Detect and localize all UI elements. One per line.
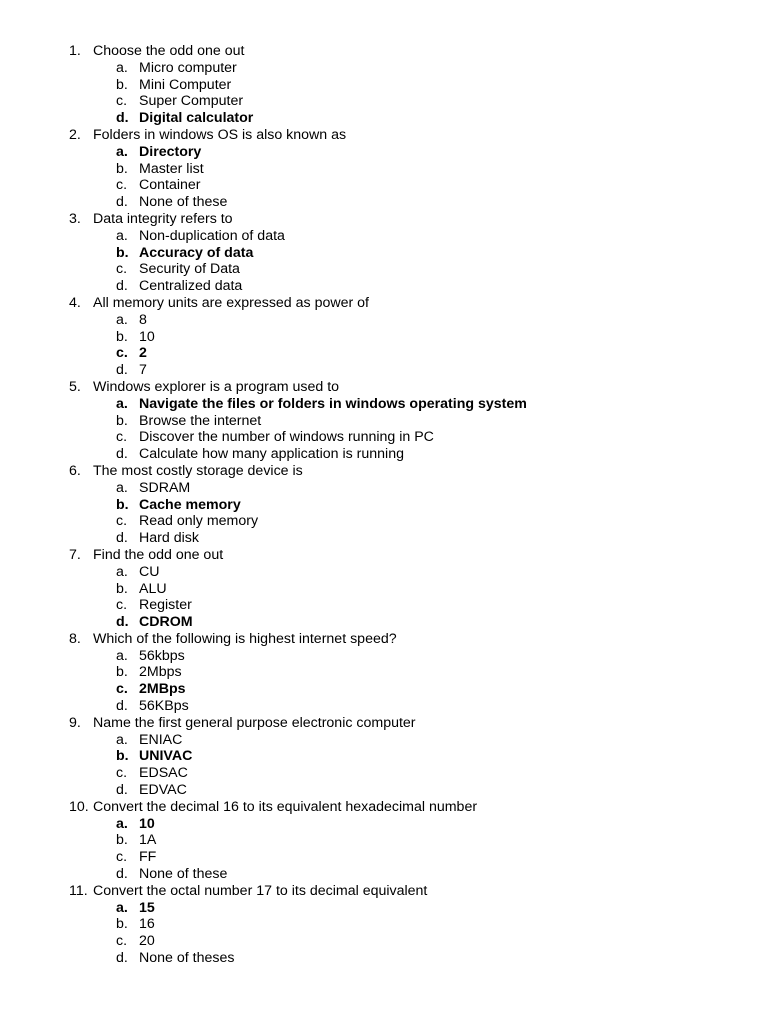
option-letter: b. <box>116 916 128 933</box>
option-letter: c. <box>116 765 128 782</box>
question-block <box>0 631 768 715</box>
answer-option <box>0 597 768 614</box>
answer-option <box>0 362 768 379</box>
option-text: Calculate how many application is running <box>139 446 404 463</box>
question-number: 3. <box>69 210 81 227</box>
answer-option <box>0 429 768 446</box>
question-text: Folders in windows OS is also known as <box>93 126 347 143</box>
correct-answer-option <box>0 681 768 698</box>
option-letter: a. <box>116 731 128 748</box>
answer-option <box>0 782 768 799</box>
option-letter: a. <box>116 395 128 412</box>
option-text: ENIAC <box>139 731 183 748</box>
option-letter: c. <box>116 681 128 698</box>
answer-option <box>0 329 768 346</box>
option-text: EDSAC <box>139 765 188 782</box>
question-line <box>0 799 768 816</box>
option-letter: b. <box>116 244 129 261</box>
answer-option <box>0 698 768 715</box>
answer-option <box>0 446 768 463</box>
correct-answer-option <box>0 144 768 161</box>
quiz-document <box>0 43 768 967</box>
correct-answer-option <box>0 816 768 833</box>
question-line <box>0 211 768 228</box>
correct-answer-option <box>0 110 768 127</box>
question-number: 5. <box>69 378 81 395</box>
question-text: Data integrity refers to <box>93 210 233 227</box>
option-text: Navigate the files or folders in windows operating system <box>139 395 527 412</box>
option-letter: b. <box>116 580 128 597</box>
option-text: Super Computer <box>139 93 244 110</box>
option-letter: d. <box>116 194 128 211</box>
option-letter: b. <box>116 832 128 849</box>
option-text: None of theses <box>139 950 235 967</box>
option-letter: c. <box>116 597 128 614</box>
question-block <box>0 211 768 295</box>
option-text: ALU <box>139 580 167 597</box>
option-text: 2MBps <box>139 681 186 698</box>
question-number: 4. <box>69 294 81 311</box>
question-text: The most costly storage device is <box>93 462 303 479</box>
option-letter: d. <box>116 530 128 547</box>
correct-answer-option <box>0 748 768 765</box>
question-block <box>0 715 768 799</box>
option-letter: b. <box>116 160 128 177</box>
option-letter: a. <box>116 647 128 664</box>
option-text: Digital calculator <box>139 110 254 127</box>
answer-option <box>0 60 768 77</box>
option-text: Directory <box>139 143 202 160</box>
option-text: 2Mbps <box>139 664 182 681</box>
option-text: 10 <box>139 815 155 832</box>
option-text: 16 <box>139 916 155 933</box>
correct-answer-option <box>0 497 768 514</box>
option-text: 8 <box>139 311 147 328</box>
answer-option <box>0 866 768 883</box>
question-block <box>0 883 768 967</box>
question-line <box>0 631 768 648</box>
option-letter: d. <box>116 278 128 295</box>
question-line <box>0 295 768 312</box>
question-line <box>0 463 768 480</box>
option-text: Discover the number of windows running in PC <box>139 429 434 446</box>
question-number: 8. <box>69 630 81 647</box>
option-text: None of these <box>139 194 228 211</box>
question-line <box>0 715 768 732</box>
option-letter: d. <box>116 362 128 379</box>
answer-option <box>0 228 768 245</box>
answer-option <box>0 278 768 295</box>
question-text: All memory units are expressed as power of <box>93 294 369 311</box>
question-line <box>0 547 768 564</box>
option-letter: a. <box>116 563 128 580</box>
option-text: Micro computer <box>139 59 237 76</box>
option-text: 7 <box>139 362 147 379</box>
question-block <box>0 463 768 547</box>
question-block <box>0 127 768 211</box>
question-block <box>0 295 768 379</box>
answer-option <box>0 261 768 278</box>
answer-option <box>0 177 768 194</box>
option-letter: d. <box>116 950 128 967</box>
option-letter: d. <box>116 698 128 715</box>
option-letter: d. <box>116 446 128 463</box>
option-letter: b. <box>116 412 128 429</box>
option-text: Mini Computer <box>139 76 232 93</box>
option-letter: a. <box>116 59 128 76</box>
answer-option <box>0 664 768 681</box>
option-letter: a. <box>116 311 128 328</box>
option-letter: c. <box>116 261 128 278</box>
option-text: UNIVAC <box>139 748 193 765</box>
option-letter: c. <box>116 429 128 446</box>
question-text: Which of the following is highest internet speed? <box>93 630 397 647</box>
option-text: 20 <box>139 933 155 950</box>
question-number: 11. <box>69 882 88 899</box>
option-text: CU <box>139 563 160 580</box>
option-text: 56KBps <box>139 698 189 715</box>
option-letter: a. <box>116 479 128 496</box>
option-letter: c. <box>116 513 128 530</box>
option-text: EDVAC <box>139 782 187 799</box>
correct-answer-option <box>0 900 768 917</box>
question-text: Convert the decimal 16 to its equivalent hexadecimal number <box>93 798 478 815</box>
question-block <box>0 43 768 127</box>
option-letter: b. <box>116 664 128 681</box>
option-text: Container <box>139 177 201 194</box>
question-text: Convert the octal number 17 to its decimal equivalent <box>93 882 428 899</box>
correct-answer-option <box>0 396 768 413</box>
option-text: 2 <box>139 345 147 362</box>
answer-option <box>0 480 768 497</box>
answer-option <box>0 832 768 849</box>
option-text: None of these <box>139 866 228 883</box>
option-letter: c. <box>116 93 128 110</box>
option-text: 10 <box>139 328 155 345</box>
answer-option <box>0 564 768 581</box>
question-line <box>0 883 768 900</box>
answer-option <box>0 849 768 866</box>
option-letter: a. <box>116 815 128 832</box>
option-letter: c. <box>116 933 128 950</box>
option-text: Centralized data <box>139 278 243 295</box>
question-block <box>0 547 768 631</box>
answer-option <box>0 77 768 94</box>
answer-option <box>0 413 768 430</box>
option-text: Read only memory <box>139 513 259 530</box>
correct-answer-option <box>0 345 768 362</box>
option-letter: d. <box>116 866 128 883</box>
answer-option <box>0 161 768 178</box>
option-letter: c. <box>116 849 128 866</box>
option-text: Security of Data <box>139 261 240 278</box>
option-text: CDROM <box>139 614 193 631</box>
option-letter: b. <box>116 328 128 345</box>
option-letter: a. <box>116 143 128 160</box>
question-number: 1. <box>69 43 81 59</box>
option-letter: d. <box>116 110 129 127</box>
option-letter: a. <box>116 899 128 916</box>
correct-answer-option <box>0 614 768 631</box>
option-text: Master list <box>139 160 204 177</box>
answer-option <box>0 312 768 329</box>
option-text: Accuracy of data <box>139 244 254 261</box>
answer-option <box>0 950 768 967</box>
question-number: 9. <box>69 714 81 731</box>
option-text: FF <box>139 849 157 866</box>
question-block <box>0 379 768 463</box>
option-letter: b. <box>116 748 129 765</box>
question-line <box>0 379 768 396</box>
question-number: 7. <box>69 546 81 563</box>
option-letter: d. <box>116 782 128 799</box>
question-text: Name the first general purpose electronic computer <box>93 714 416 731</box>
answer-option <box>0 93 768 110</box>
question-text: Windows explorer is a program used to <box>93 378 340 395</box>
answer-option <box>0 581 768 598</box>
answer-option <box>0 765 768 782</box>
option-text: 15 <box>139 899 155 916</box>
answer-option <box>0 916 768 933</box>
option-text: Browse the internet <box>139 412 262 429</box>
question-text: Choose the odd one out <box>93 43 245 59</box>
answer-option <box>0 530 768 547</box>
answer-option <box>0 732 768 749</box>
option-letter: c. <box>116 345 128 362</box>
question-text: Find the odd one out <box>93 546 224 563</box>
option-text: Non-duplication of data <box>139 227 285 244</box>
option-letter: d. <box>116 614 129 631</box>
question-line <box>0 43 768 60</box>
answer-option <box>0 194 768 211</box>
option-letter: b. <box>116 496 129 513</box>
question-number: 2. <box>69 126 81 143</box>
option-letter: c. <box>116 177 128 194</box>
option-text: Cache memory <box>139 496 241 513</box>
option-text: 56kbps <box>139 647 185 664</box>
question-number: 6. <box>69 462 81 479</box>
option-letter: b. <box>116 76 128 93</box>
option-text: Register <box>139 597 192 614</box>
answer-option <box>0 513 768 530</box>
option-text: 1A <box>139 832 157 849</box>
question-line <box>0 127 768 144</box>
option-text: SDRAM <box>139 479 191 496</box>
question-number: 10. <box>69 798 89 815</box>
answer-option <box>0 648 768 665</box>
option-text: Hard disk <box>139 530 199 547</box>
option-letter: a. <box>116 227 128 244</box>
answer-option <box>0 933 768 950</box>
question-block <box>0 799 768 883</box>
correct-answer-option <box>0 245 768 262</box>
